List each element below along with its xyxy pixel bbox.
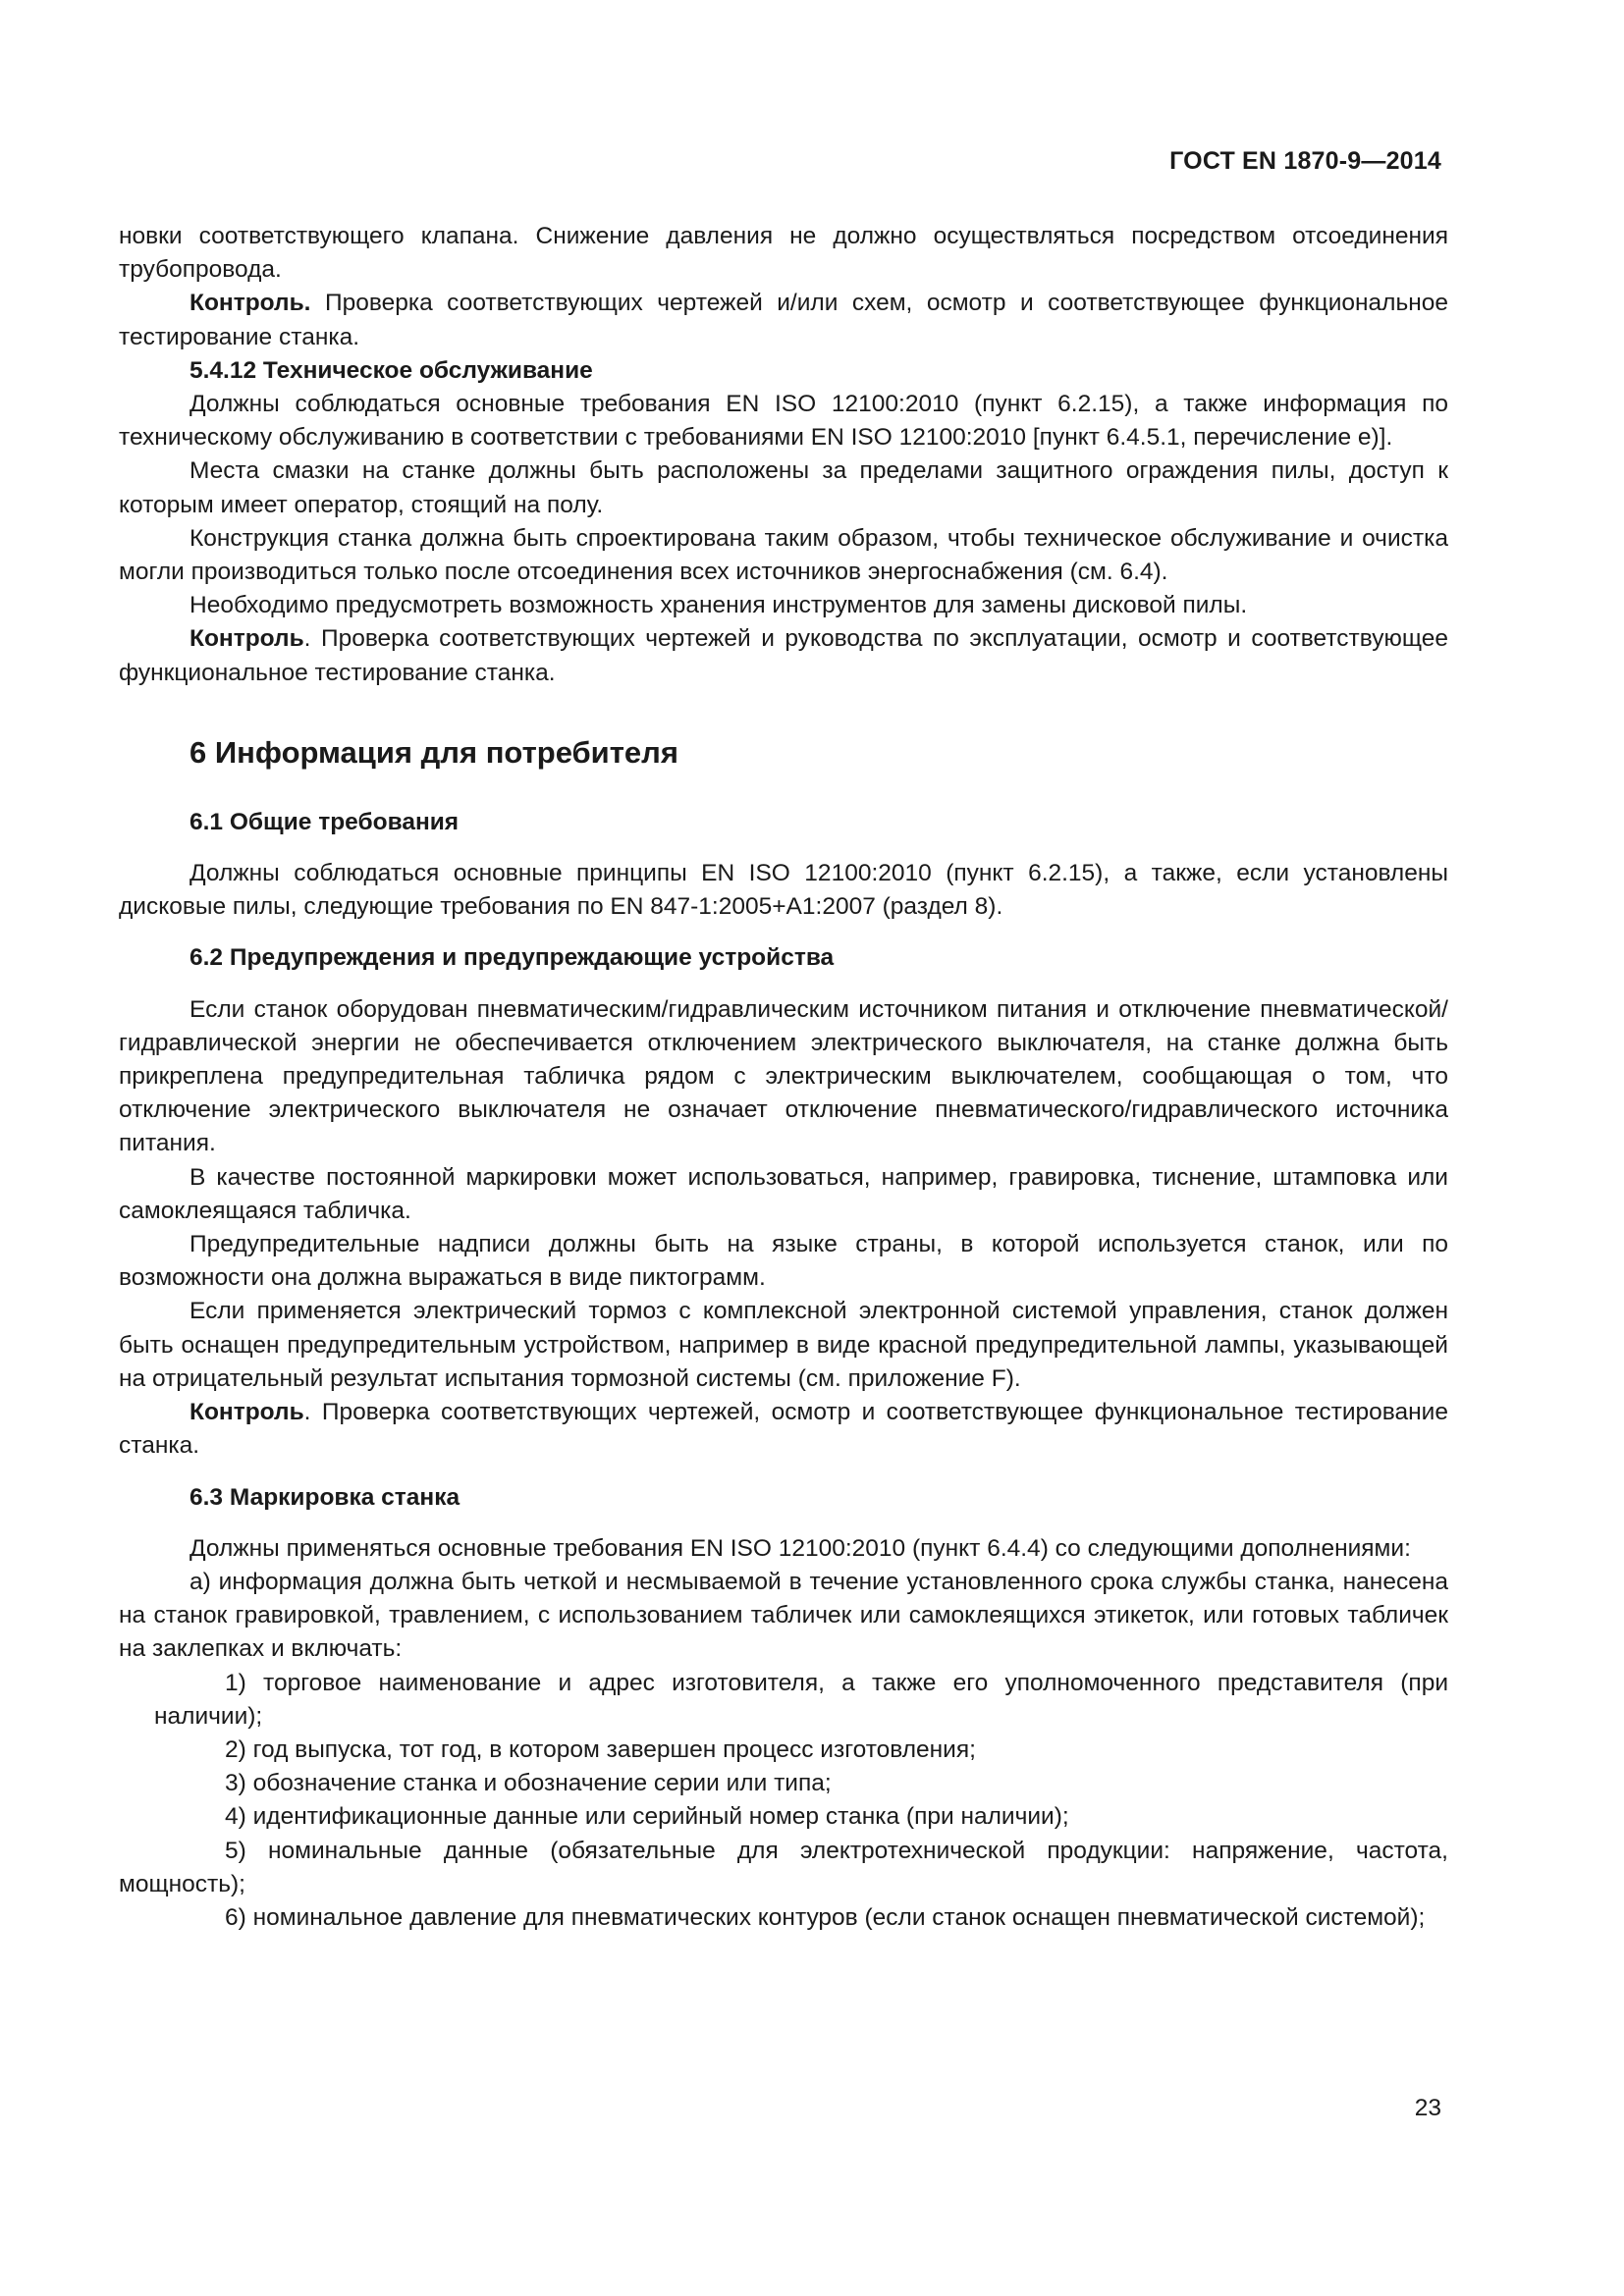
list-item: 1) торговое наименование и адрес изготовителя, а также его уполномоченного представителя (при наличии);	[154, 1669, 1448, 1730]
control-text: . Проверка соответствующих чертежей и руководства по эксплуатации, осмотр и соответствующее функциональное тестирование станка.	[119, 625, 1448, 686]
paragraph: Места смазки на станке должны быть расположены за пределами защитного ограждения пилы, доступ к которым имеет оператор, стоящий на полу.	[119, 457, 1448, 518]
control-label: Контроль	[189, 625, 304, 653]
list-item: 2) год выпуска, тот год, в котором завершен процесс изготовления;	[225, 1735, 976, 1763]
paragraph: Если станок оборудован пневматическим/гидравлическим источником питания и отключение пневматической/гидравлической энергии не обеспечивается отключением электрического выключателя, на станке должна быть прикреплена предупредительная табличка рядом с электрическим выключателем, сообщающая о том, что отключение электрического выключателя не означает отключение пневматического/гидравлического источника питания.	[119, 995, 1448, 1157]
document-body	[119, 220, 1448, 1935]
control-paragraph	[119, 622, 1448, 689]
control-label: Контроль	[189, 1399, 304, 1426]
paragraph: новки соответствующего клапана. Снижение давления не должно осуществляться посредством отсоединения трубопровода.	[119, 223, 1448, 284]
list-item: 3) обозначение станка и обозначение серии или типа;	[225, 1770, 832, 1797]
paragraph: Если применяется электрический тормоз с комплексной электронной системой управления, станок должен быть оснащен предупредительным устройством, например в виде красной предупредительной лампы, указывающей на отрицательный результат испытания тормозной системы (см. приложение F).	[119, 1298, 1448, 1392]
control-paragraph	[119, 287, 1448, 353]
paragraph: а) информация должна быть четкой и несмываемой в течение установленного срока службы станка, нанесена на станок гравировкой, травлением, с использованием табличек или самоклеящихся этикеток, или готовых табличек на заклепках и включать:	[119, 1568, 1448, 1663]
list-item: 4) идентификационные данные или серийный номер станка (при наличии);	[225, 1803, 1069, 1831]
page-number: 23	[1414, 2095, 1441, 2121]
paragraph: Конструкция станка должна быть спроектирована таким образом, чтобы техническое обслуживание и очистка могли производиться только после отсоединения всех источников энергоснабжения (см. 6.4).	[119, 524, 1448, 586]
list-item: 6) номинальное давление для пневматических контуров (если станок оснащен пневматической системой);	[225, 1903, 1426, 1931]
control-paragraph	[119, 1396, 1448, 1463]
document-header-id: ГОСТ EN 1870-9—2014	[1169, 147, 1441, 175]
heading-6-2: 6.2 Предупреждения и предупреждающие устройства	[189, 944, 835, 972]
paragraph: В качестве постоянной маркировки может использоваться, например, гравировка, тиснение, штамповка или самоклеящаяся табличка.	[119, 1163, 1448, 1224]
paragraph: Предупредительные надписи должны быть на языке страны, в которой используется станок, или по возможности она должна выражаться в виде пиктограмм.	[119, 1231, 1448, 1292]
paragraph: Должны соблюдаться основные требования EN ISO 12100:2010 (пункт 6.2.15), а также информация по техническому обслуживанию в соответствии с требованиями EN ISO 12100:2010 [пункт 6.4.5.1, перечисление е)].	[119, 391, 1448, 452]
control-text: Проверка соответствующих чертежей и/или схем, осмотр и соответствующее функциональное тестирование станка.	[119, 290, 1448, 350]
control-label: Контроль.	[189, 290, 311, 317]
heading-6-1: 6.1 Общие требования	[189, 808, 460, 835]
heading-5-4-12: 5.4.12 Техническое обслуживание	[189, 356, 593, 384]
paragraph: Необходимо предусмотреть возможность хранения инструментов для замены дисковой пилы.	[189, 592, 1248, 619]
heading-6-3: 6.3 Маркировка станка	[189, 1483, 460, 1511]
section-heading-6: 6 Информация для потребителя	[189, 734, 678, 770]
paragraph: Должны применяться основные требования EN ISO 12100:2010 (пункт 6.4.4) со следующими дополнениями:	[189, 1534, 1411, 1562]
control-text: . Проверка соответствующих чертежей, осмотр и соответствующее функциональное тестирование станка.	[119, 1399, 1448, 1460]
list-item: 5) номинальные данные (обязательные для электротехнической продукции: напряжение, частота, мощность);	[119, 1837, 1448, 1897]
paragraph: Должны соблюдаться основные принципы EN ISO 12100:2010 (пункт 6.2.15), а также, если установлены дисковые пилы, следующие требования по EN 847-1:2005+A1:2007 (раздел 8).	[119, 860, 1448, 921]
